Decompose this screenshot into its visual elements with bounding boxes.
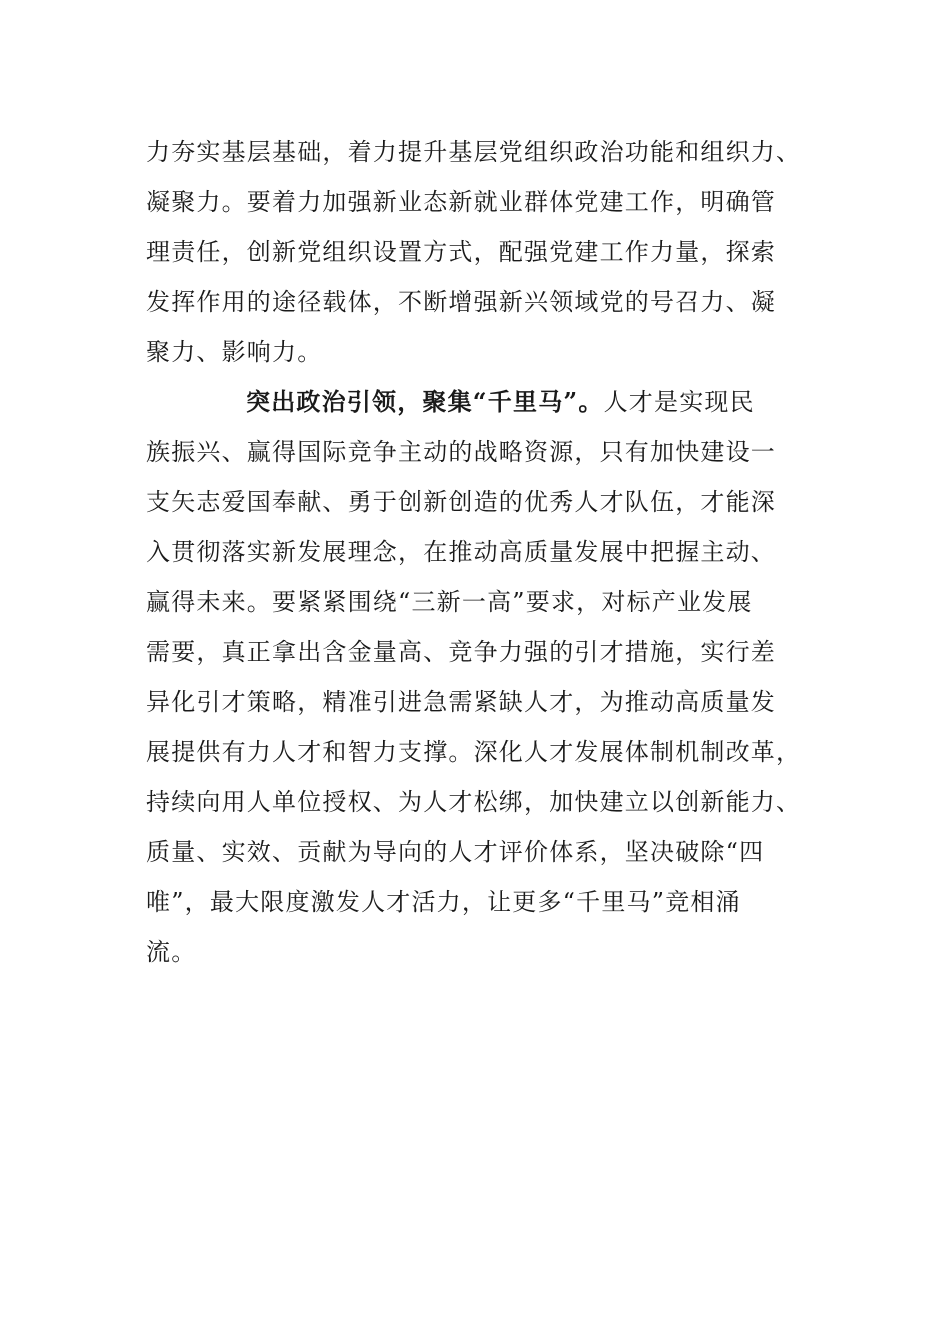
paragraph-line: 聚力、影响力。: [146, 338, 323, 366]
paragraph-line: 凝聚力。要着力加强新业态新就业群体党建工作，明确管: [146, 188, 776, 216]
paragraph-line: 持续向用人单位授权、为人才松绑，加快建立以创新能力、: [146, 788, 802, 816]
paragraph-2: [146, 377, 806, 977]
document-body: [146, 127, 806, 977]
paragraph-line: 力夯实基层基础，着力提升基层党组织政治功能和组织力、: [146, 138, 802, 166]
paragraph-line: 族振兴、赢得国际竞争主动的战略资源，只有加快建设一: [146, 438, 776, 466]
paragraph-line: 流。: [146, 938, 197, 966]
paragraph-first-line: [146, 377, 806, 427]
paragraph-line: 支矢志爱国奉献、勇于创新创造的优秀人才队伍，才能深: [146, 488, 776, 516]
paragraph-line: 异化引才策略，精准引进急需紧缺人才，为推动高质量发: [146, 688, 776, 716]
paragraph-line: 展提供有力人才和智力支撑。深化人才发展体制机制改革，: [146, 738, 802, 766]
paragraph-text: 人才是实现民: [603, 388, 755, 416]
paragraph-line: 需要，真正拿出含金量高、竞争力强的引才措施，实行差: [146, 638, 776, 666]
paragraph-line: 发挥作用的途径载体，不断增强新兴领域党的号召力、凝: [146, 288, 776, 316]
paragraph-line: 入贯彻落实新发展理念，在推动高质量发展中把握主动、: [146, 538, 776, 566]
paragraph-line: 赢得未来。要紧紧围绕“三新一高”要求，对标产业发展: [146, 588, 753, 616]
paragraph-1: [146, 127, 806, 377]
paragraph-heading: 突出政治引领，聚集“千里马”。: [246, 387, 604, 416]
paragraph-line: 质量、实效、贡献为导向的人才评价体系，坚决破除“四: [146, 838, 765, 866]
paragraph-line: 唯”，最大限度激发人才活力，让更多“千里马”竞相涌: [146, 888, 741, 916]
paragraph-line: 理责任，创新党组织设置方式，配强党建工作力量，探索: [146, 238, 776, 266]
